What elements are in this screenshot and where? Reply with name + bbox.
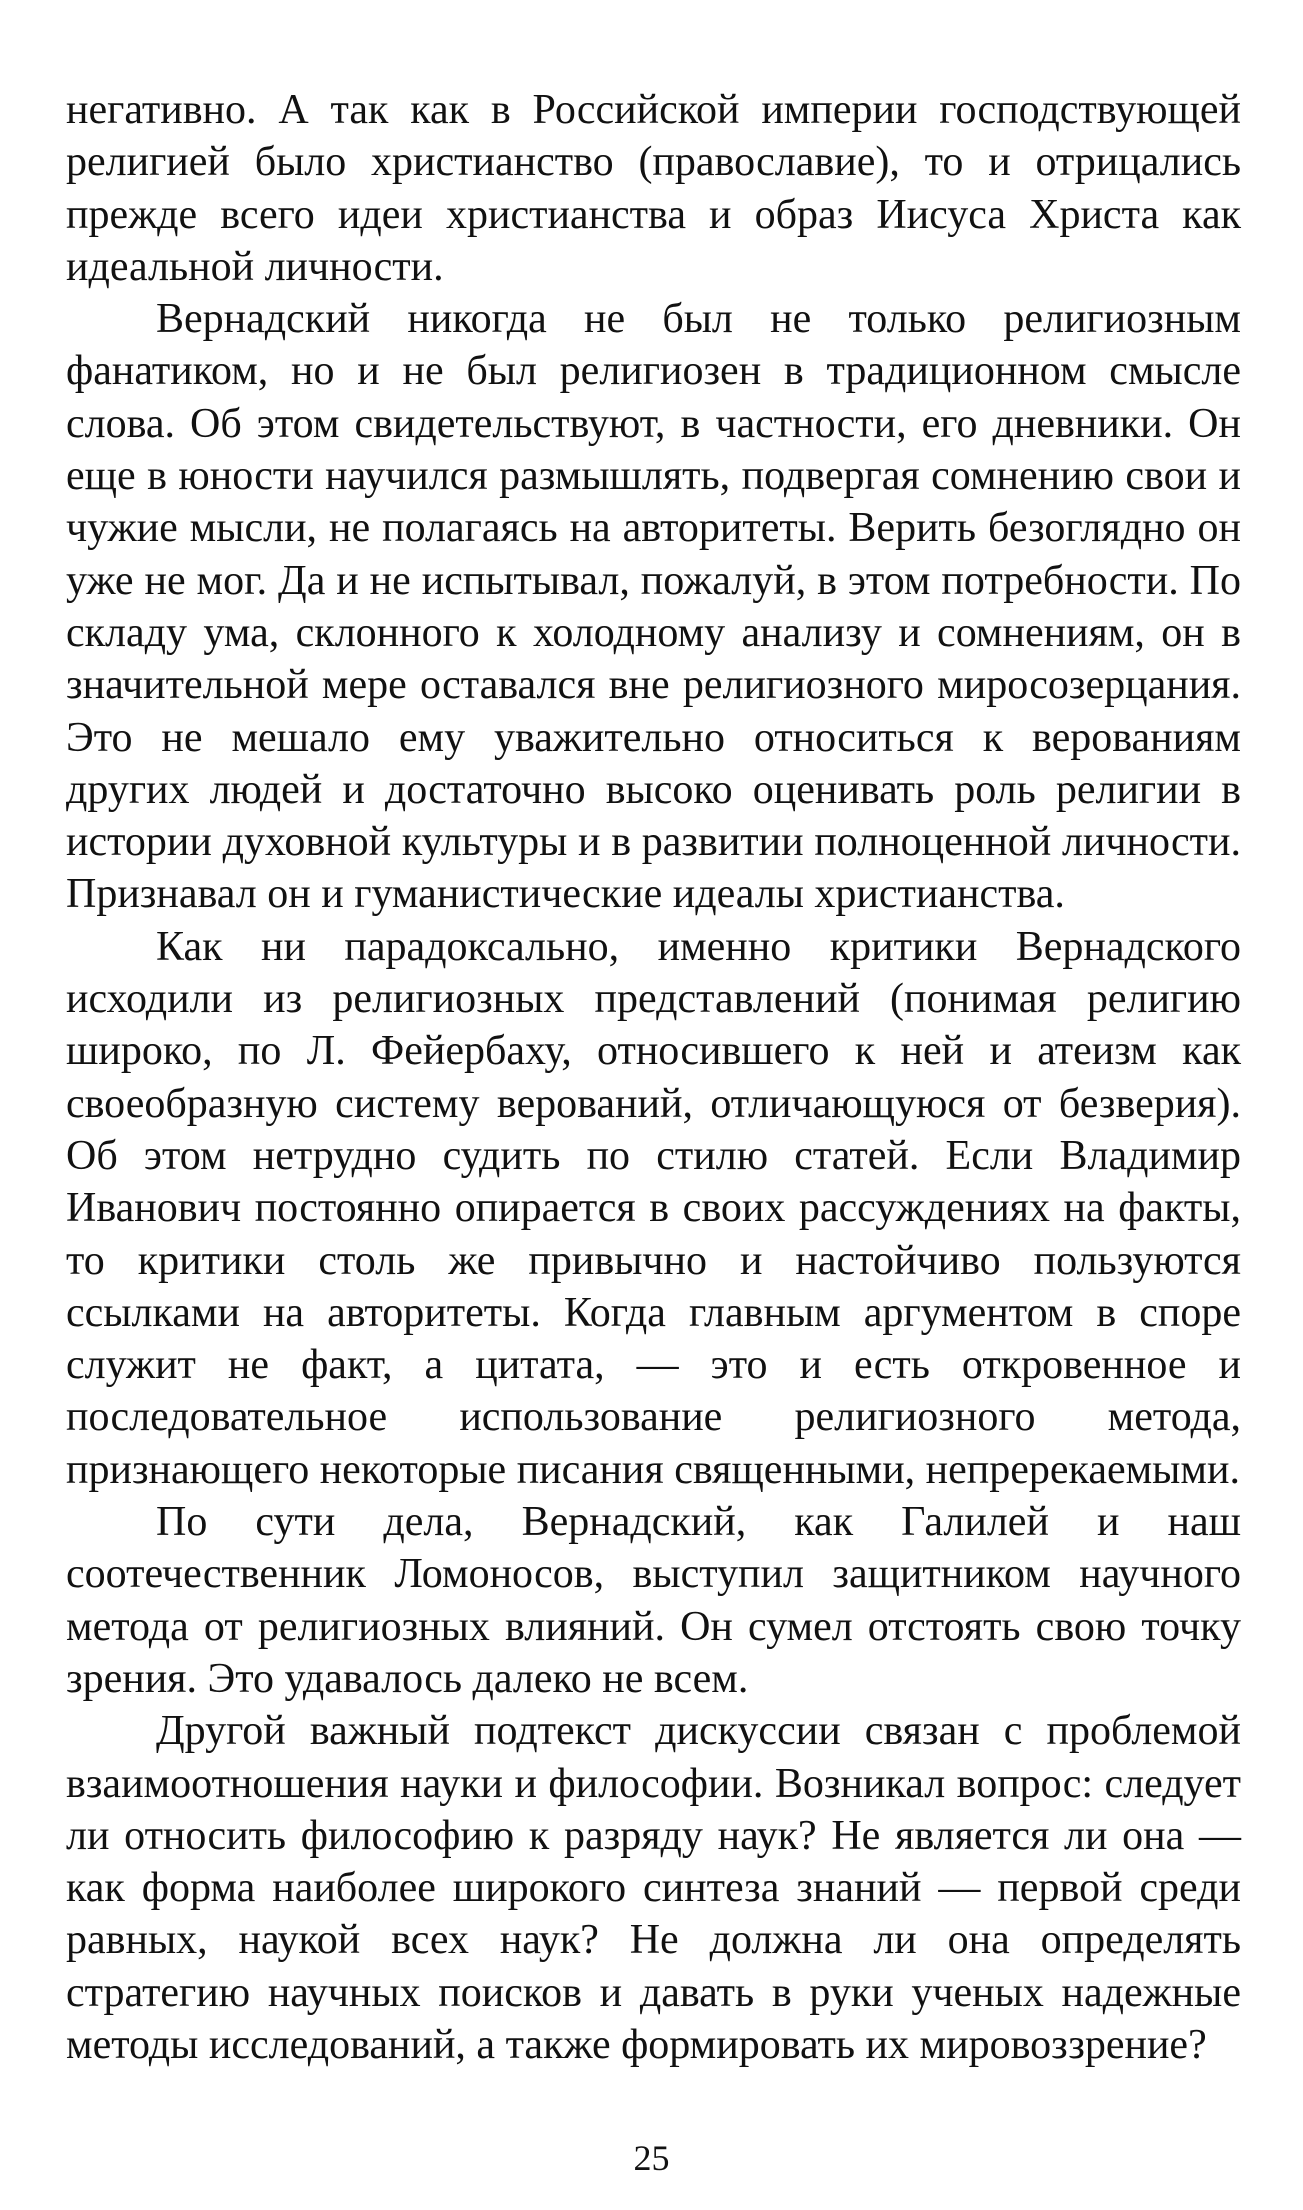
page-number: 25 <box>633 2138 670 2178</box>
paragraph-4: По сути дела, Вернадский, как Галилей и наш соотечественник Ломоносов, выступил защитником научного метода от религиозных влияний. Он сумел отстоять свою точку зрения. Это удавалось далеко не всем. <box>66 1499 1241 1702</box>
paragraph-1: негативно. А так как в Российской империи господствующей религией было христианство (православие), то и отрицались прежде всего идеи христианства и образ Иисуса Христа как идеальной личности. <box>66 87 1241 290</box>
paragraph-3: Как ни парадоксально, именно критики Вернадского исходили из религиозных представлений (понимая религию широко, по Л. Фейербаху, относившего к ней и атеизм как своеобразную систему верований, отличающуюся от безверия). Об этом нетрудно судить по стилю статей. Если Владимир Иванович постоянно опирается в своих рассуждениях на факты, то критики столь же привычно и настойчиво пользуются ссылками на авторитеты. Когда главным аргументом в споре служит не факт, а цитата, — это и есть откровенное и последовательное использование религиозного метода, признающего некоторые писания священными, непререкаемыми. <box>66 923 1241 1493</box>
paragraph-5: Другой важный подтекст дискуссии связан с проблемой взаимоотношения науки и философии. Возникал вопрос: следует ли относить философию к разряду наук? Не является ли она — как форма наиболее широкого синтеза знаний — первой среди равных, наукой всех наук? Не должна ли она определять стратегию научных поисков и давать в руки ученых надежные методы исследований, а также формировать их мировоззрение? <box>66 1708 1241 2068</box>
page-text <box>66 84 1241 2071</box>
paragraph-2: Вернадский никогда не был не только религиозным фанатиком, но и не был религиозен в традиционном смысле слова. Об этом свидетельствуют, в частности, его дневники. Он еще в юности научился размышлять, подвергая сомнению свои и чужие мысли, не полагаясь на авторитеты. Верить безоглядно он уже не мог. Да и не испытывал, пожалуй, в этом потребности. По складу ума, склонного к холодному анализу и сомнениям, он в значительной мере оставался вне религиозного миросозерцания. Это не мешало ему уважительно относиться к верованиям других людей и достаточно высоко оценивать роль религии в истории духовной культуры и в развитии полноценной личности. Признавал он и гуманистические идеалы христианства. <box>66 296 1241 918</box>
